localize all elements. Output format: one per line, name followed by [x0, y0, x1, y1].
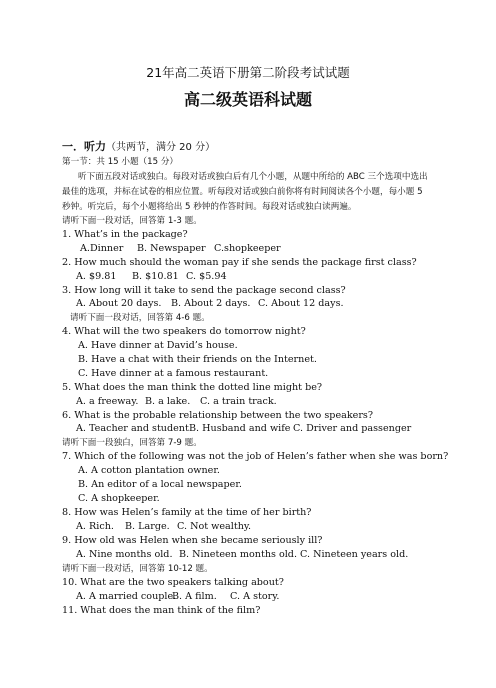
question-text: 1. What’s in the package?: [62, 229, 188, 240]
section-heading: [62, 141, 215, 154]
listening-cue: 请听下面一段对话，回答第 10-12 题。: [62, 564, 213, 574]
instruction-line: 最佳的选项，并标在试卷的相应位置。听每段对话或独白前你将有时间阅读各个小题，每小题 5: [62, 187, 423, 197]
question-text: 4. What will the two speakers do tomorrow night?: [62, 326, 306, 337]
answer-options: [76, 396, 277, 408]
option-a: A. A married couple.: [76, 591, 177, 602]
option-a: A. Nine months old.: [76, 549, 173, 560]
option-a: A. Rich.: [76, 521, 114, 532]
option-a: A.Dinner: [80, 243, 124, 254]
option-a: A. Have dinner at David’s house.: [78, 340, 238, 351]
listening-cue: 请听下面一段独白，回答第 7-9 题。: [62, 438, 202, 448]
option-b: B. An editor of a local newspaper.: [78, 479, 242, 490]
option-c: C. Driver and passenger: [293, 423, 412, 434]
option-a: A. a freeway.: [76, 396, 139, 407]
part-header: 第一节：共 15 小题（15 分）: [62, 157, 179, 167]
option-c: C. $5.94: [186, 271, 227, 282]
instruction-line: 秒钟。听完后，每个小题将给出 5 秒钟的作答时间。每段对话或独白读两遍。: [62, 202, 357, 212]
question-text: 11. What does the man think of the film?: [62, 605, 261, 616]
option-b: B. Nineteen months old.: [179, 549, 298, 560]
answer-options: [76, 521, 251, 533]
option-b: B. Large.: [125, 521, 170, 532]
section-points: （共两节，满分 20 分）: [106, 142, 216, 153]
instruction-line: 听下面五段对话或独白。每段对话或独白后有几个小题，从题中所给的 ABC 三个选项中选出: [78, 172, 428, 182]
option-c: C. a train track.: [200, 396, 277, 407]
answer-options: [76, 271, 227, 283]
option-b: B. $10.81: [132, 271, 179, 282]
option-c: C. A shopkeeper.: [78, 493, 160, 504]
option-c: C. Not wealthy.: [177, 521, 252, 532]
option-c: C. About 12 days.: [258, 298, 344, 309]
exam-title: 21年高二英语下册第二阶段考试试题: [146, 65, 350, 80]
option-b: B. Newspaper: [137, 243, 206, 254]
listening-cue: 请听下面一段对话，回答第 1-3 题。: [62, 216, 202, 226]
option-b: B. About 2 days.: [171, 298, 251, 309]
question-text: 5. What does the man think the dotted line might be?: [62, 382, 323, 393]
question-text: 7. Which of the following was not the job of Helen’s father when she was born?: [62, 451, 449, 462]
question-text: 10. What are the two speakers talking about?: [62, 577, 284, 588]
section-title: 一．听力: [62, 140, 106, 153]
answer-options: [76, 423, 411, 435]
answer-options: [76, 549, 408, 561]
answer-options: [76, 591, 279, 603]
exam-subtitle: 高二级英语科试题: [183, 90, 312, 109]
option-c: C. Nineteen years old.: [300, 549, 409, 560]
question-text: 9. How old was Helen when she became seriously ill?: [62, 535, 323, 546]
answer-options: [80, 243, 281, 255]
answer-options: [76, 298, 344, 310]
option-a: A. $9.81: [76, 271, 117, 282]
question-text: 2. How much should the woman pay if she sends the package first class?: [62, 257, 417, 268]
question-text: 8. How was Helen’s family at the time of her birth?: [62, 507, 312, 518]
option-a: A. About 20 days.: [76, 298, 162, 309]
option-a: A. Teacher and student: [76, 423, 189, 434]
question-text: 6. What is the probable relationship between the two speakers?: [62, 410, 373, 421]
option-b: B. A film.: [172, 591, 217, 602]
option-c: C. A story.: [230, 591, 280, 602]
option-c: C. Have dinner at a famous restaurant.: [78, 368, 269, 379]
option-c: C.shopkeeper: [214, 243, 281, 254]
option-b: B. a lake.: [145, 396, 191, 407]
question-text: 3. How long will it take to send the package second class?: [62, 285, 346, 296]
listening-cue: 请听下面一段对话，回答第 4-6 题。: [70, 313, 210, 323]
option-a: A. A cotton plantation owner.: [78, 465, 220, 476]
option-b: B. Have a chat with their friends on the Internet.: [78, 354, 317, 365]
option-b: B. Husband and wife: [189, 423, 291, 434]
